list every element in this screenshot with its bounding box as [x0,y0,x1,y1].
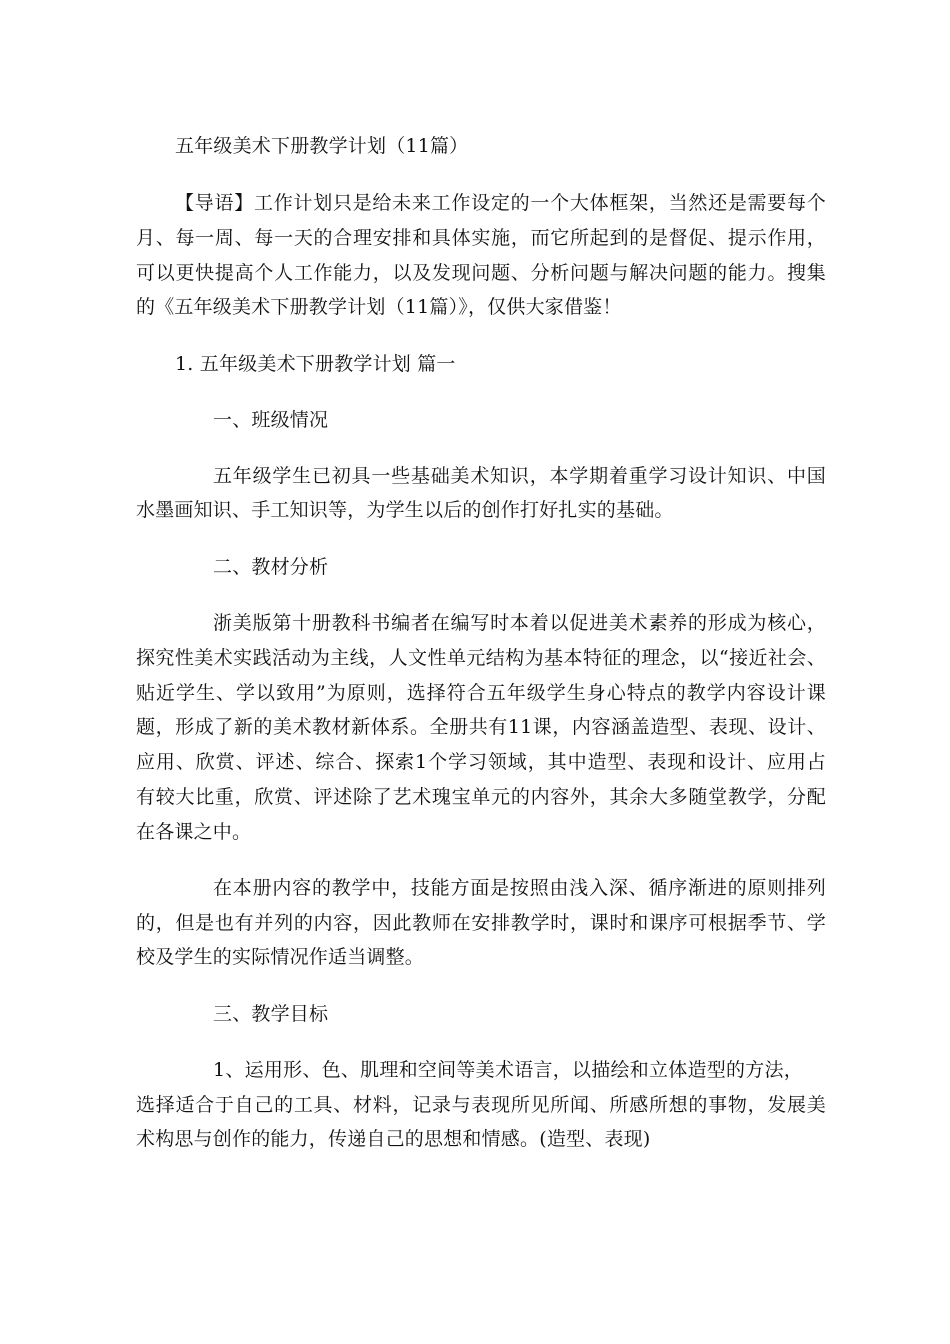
article-heading: 1. 五年级美术下册教学计划 篇一 [175,353,456,375]
section2-para2-line-1: 在本册内容的教学中，技能方面是按照由浅入深、循序渐进的原则排列 [213,877,826,899]
section2-para2-line-2: 的，但是也有并列的内容，因此教师在安排教学时，课时和课序可根据季节、学 [136,912,826,934]
intro-line-1: 【导语】工作计划只是给未来工作设定的一个大体框架，当然还是需要每个 [175,192,826,214]
section2-para1-line-1: 浙美版第十册教科书编者在编写时本着以促进美术素养的形成为核心， [213,612,826,634]
section3-line-1: 1、运用形、色、肌理和空间等美术语言，以描绘和立体造型的方法， [213,1059,803,1081]
section2-para1-line-6: 有较大比重，欣赏、评述除了艺术瑰宝单元的内容外，其余大多随堂教学，分配 [136,786,826,808]
section3-line-3: 术构思与创作的能力，传递自己的思想和情感。(造型、表现) [136,1128,651,1150]
intro-line-3: 可以更快提高个人工作能力，以及发现问题、分析问题与解决问题的能力。搜集 [136,262,826,284]
section-heading-class-situation: 一、班级情况 [213,409,329,431]
section-heading-material-analysis: 二、教材分析 [213,556,329,578]
section2-para1-line-3: 贴近学生、学以致用”为原则，选择符合五年级学生身心特点的教学内容设计课 [136,682,826,704]
section1-line-2: 水墨画知识、手工知识等，为学生以后的创作打好扎实的基础。 [136,499,674,521]
section2-para1-line-7: 在各课之中。 [136,821,252,843]
intro-line-2: 月、每一周、每一天的合理安排和具体实施，而它所起到的是督促、提示作用， [136,227,826,249]
section2-para1-line-4: 题，形成了新的美术教材新体系。全册共有11课，内容涵盖造型、表现、设计、 [136,716,826,738]
section3-line-2: 选择适合于自己的工具、材料，记录与表现所见所闻、所感所想的事物，发展美 [136,1094,826,1116]
section-heading-teaching-goals: 三、教学目标 [213,1003,329,1025]
section2-para1-line-2: 探究性美术实践活动为主线，人文性单元结构为基本特征的理念，以“接近社会、 [136,647,826,669]
section2-para2-line-3: 校及学生的实际情况作适当调整。 [136,946,425,968]
section2-para1-line-5: 应用、欣赏、评述、综合、探索1个学习领域，其中造型、表现和设计、应用占 [136,751,826,773]
intro-line-4: 的《五年级美术下册教学计划（11篇）》，仅供大家借鉴！ [136,296,622,318]
document-title: 五年级美术下册教学计划（11篇） [175,135,469,157]
section1-line-1: 五年级学生已初具一些基础美术知识，本学期着重学习设计知识、中国 [213,465,826,487]
